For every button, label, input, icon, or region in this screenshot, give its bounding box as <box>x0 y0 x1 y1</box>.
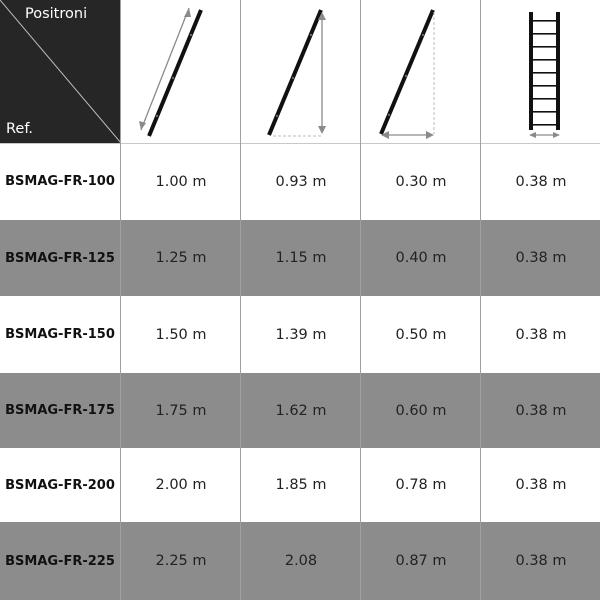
value-cell: 1.39 m <box>275 326 327 343</box>
table-row <box>0 522 600 600</box>
value-cell: 1.00 m <box>155 173 207 190</box>
value-cell: 2.00 m <box>155 477 207 493</box>
ref-cell: BSMAG-FR-150 <box>5 327 115 342</box>
value-cell: 0.38 m <box>515 250 567 266</box>
value-cell: 0.78 m <box>395 477 447 493</box>
table-row <box>0 296 600 373</box>
value-cell: 1.85 m <box>275 477 327 493</box>
ref-column-label: Ref. <box>6 121 34 137</box>
header-row <box>0 0 600 143</box>
table-row <box>0 220 600 296</box>
brand-label: Positroni <box>25 6 88 22</box>
table-row <box>0 143 600 220</box>
value-cell: 2.08 <box>284 553 318 569</box>
value-cell: 1.62 m <box>275 402 327 419</box>
value-cell: 0.38 m <box>515 553 567 569</box>
value-cell: 0.30 m <box>395 173 447 190</box>
value-cell: 0.38 m <box>515 402 567 419</box>
header-ladder-height <box>241 0 361 143</box>
value-cell: 1.75 m <box>155 402 207 419</box>
value-cell: 0.60 m <box>395 402 447 419</box>
ref-cell: BSMAG-FR-175 <box>5 403 115 418</box>
value-cell: 0.40 m <box>395 250 447 266</box>
column-divider <box>120 0 121 600</box>
value-cell: 0.87 m <box>395 553 447 569</box>
value-cell: 1.50 m <box>155 326 207 343</box>
value-cell: 0.50 m <box>395 326 447 343</box>
table-row <box>0 448 600 522</box>
table-row <box>0 373 600 448</box>
value-cell: 0.38 m <box>515 326 567 343</box>
ref-cell: BSMAG-FR-200 <box>5 477 115 493</box>
ladder-length-icon <box>121 0 241 143</box>
header-ladder-length <box>121 0 241 143</box>
ref-cell: BSMAG-FR-225 <box>5 553 115 569</box>
value-cell: 0.38 m <box>515 477 567 493</box>
column-divider <box>240 0 241 600</box>
value-cell: 2.25 m <box>155 553 207 569</box>
header-ladder-base-distance <box>361 0 481 143</box>
column-divider <box>360 0 361 600</box>
value-cell: 0.38 m <box>515 173 567 190</box>
ref-cell: BSMAG-FR-125 <box>5 250 115 266</box>
header-ladder-width <box>481 0 600 143</box>
ladder-width-icon <box>481 0 600 143</box>
value-cell: 0.93 m <box>275 173 327 190</box>
value-cell: 1.25 m <box>155 250 207 266</box>
corner-header-cell <box>0 0 121 143</box>
ladder-height-icon <box>241 0 361 143</box>
ref-cell: BSMAG-FR-100 <box>5 174 115 189</box>
value-cell: 1.15 m <box>275 250 327 266</box>
ladder-base-distance-icon <box>361 0 481 143</box>
column-divider <box>480 0 481 600</box>
